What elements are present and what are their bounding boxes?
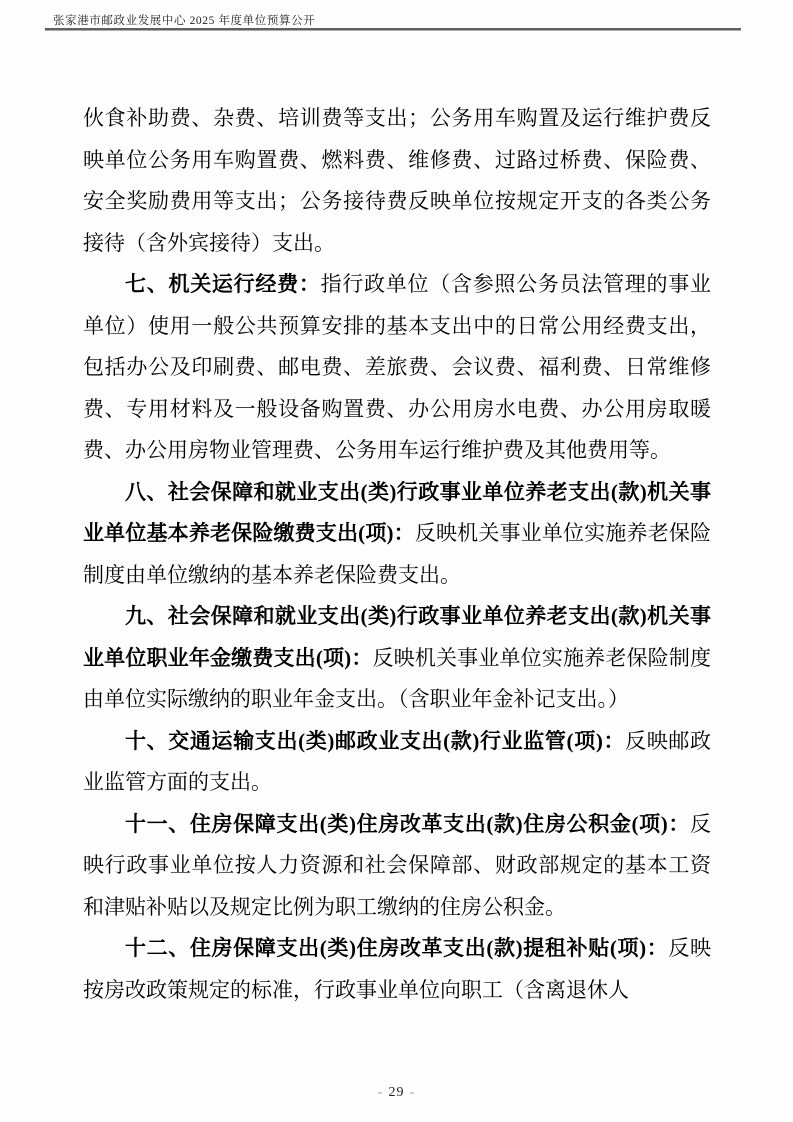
paragraph (83, 928, 711, 1011)
document-body (83, 98, 711, 1011)
paragraph (83, 596, 711, 721)
footer-left-dash: - (377, 1085, 384, 1100)
paragraph (83, 804, 711, 929)
text-run-bold: 十二、住房保障支出(类)住房改革支出(款)提租补贴(项)： (125, 936, 669, 960)
paragraph (83, 472, 711, 597)
text-run-bold: 十一、住房保障支出(类)住房改革支出(款)住房公积金(项)： (125, 811, 690, 836)
text-run: 伙食补助费、杂费、培训费等支出；公务用车购置及运行维护费反映单位公务用车购置费、燃料费、维修费、过路过桥费、保险费、安全奖励费用等支出；公务接待费反映单位按规定开支的各类公务接待（含外宾接待）支出。 (83, 106, 711, 255)
text-run: 反映机关事业单位实施养老保险制度由单位缴纳的基本养老保险费支出。 (83, 521, 711, 587)
text-run: 指行政单位（含参照公务员法管理的事业单位）使用一般公共预算安排的基本支出中的日常公用经费支出，包括办公及印刷费、邮电费、差旅费、会议费、福利费、日常维修费、专用材料及一般设备购置费、办公用房水电费、办公用房取暖费、办公用房物业管理费、公务用车运行维护费及其他费用等。 (83, 272, 711, 462)
text-run-bold: 七、机关运行经费： (125, 272, 321, 296)
text-run-bold: 十、交通运输支出(类)邮政业支出(款)行业监管(项)： (125, 728, 626, 753)
page-number: 29 (388, 1085, 405, 1100)
text-run-bold: 八、社会保障和就业支出(类)行政事业单位养老支出(款)机关事业单位基本养老保险缴费支出(项)： (83, 479, 711, 545)
paragraph (83, 264, 711, 472)
text-run-bold: 九、社会保障和就业支出(类)行政事业单位养老支出(款)机关事业单位职业年金缴费支出(项)： (83, 604, 711, 670)
page-header-title: 张家港市邮政业发展中心 2025 年度单位预算公开 (53, 15, 316, 27)
text-run: 反映机关事业单位实施养老保险制度由单位实际缴纳的职业年金支出。（含职业年金补记支出。） (83, 645, 711, 711)
footer-right-dash: - (409, 1085, 416, 1100)
paragraph (83, 721, 711, 804)
text-run: 反映按房改政策规定的标准，行政事业单位向职工（含离退休人 (83, 936, 711, 1002)
text-run: 反映行政事业单位按人力资源和社会保障部、财政部规定的基本工资和津贴补贴以及规定比例为职工缴纳的住房公积金。 (83, 811, 711, 919)
page-footer (0, 1085, 793, 1101)
header-divider-line (45, 28, 741, 31)
paragraph (83, 98, 711, 264)
text-run: 反映邮政业监管方面的支出。 (83, 728, 711, 794)
